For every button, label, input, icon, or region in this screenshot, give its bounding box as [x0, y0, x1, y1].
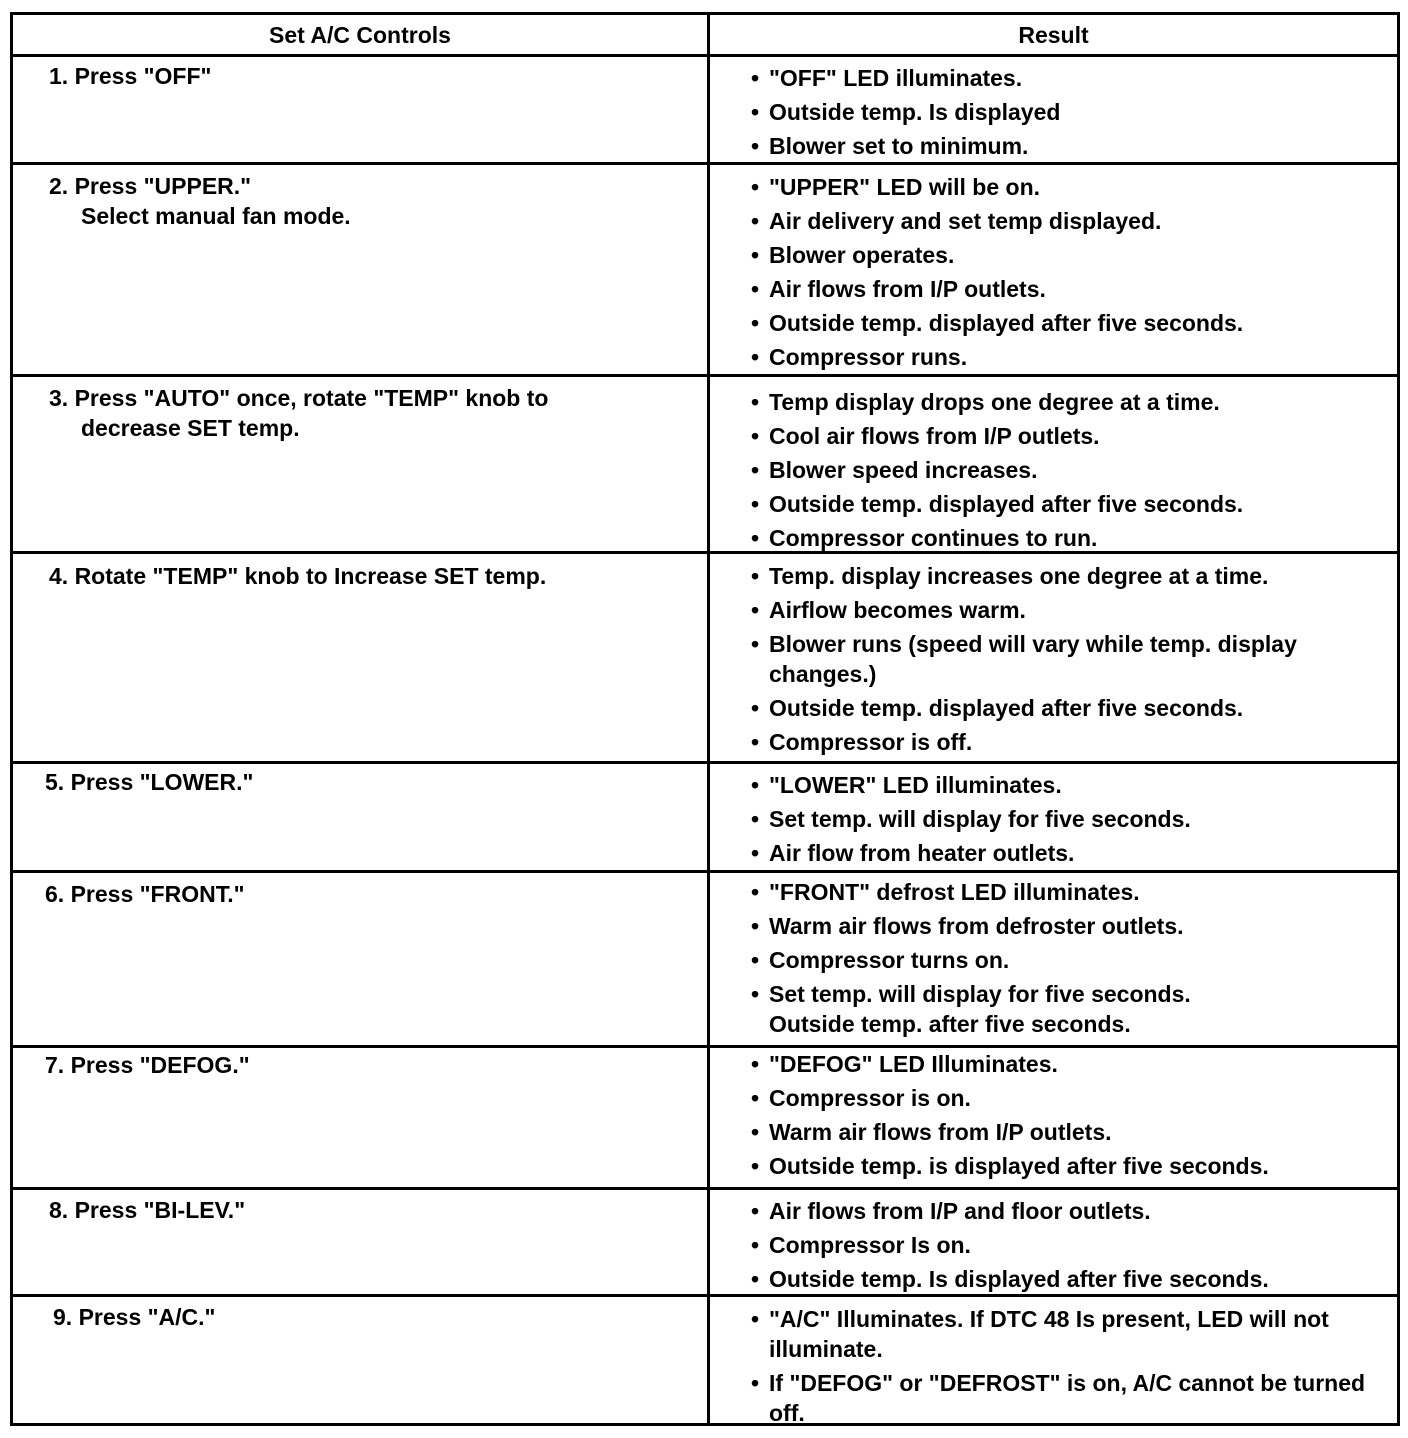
- result-item: • Air flow from heater outlets.: [749, 838, 1399, 868]
- results-1: [749, 63, 1399, 165]
- row-divider: [13, 1187, 1397, 1190]
- results-7: [749, 1049, 1399, 1185]
- result-item: • Blower runs (speed will vary while temp. display changes.): [749, 629, 1399, 689]
- result-item: • Set temp. will display for five seconds.: [749, 804, 1399, 834]
- step-7: [45, 1050, 250, 1080]
- step-text: 7. Press "DEFOG.": [45, 1052, 250, 1078]
- result-item: • "LOWER" LED illuminates.: [749, 770, 1399, 800]
- step-8: [49, 1195, 245, 1225]
- row-divider: [13, 761, 1397, 764]
- step-2: [49, 171, 351, 231]
- step-text: 8. Press "BI-LEV.": [49, 1197, 246, 1223]
- result-item: • Blower set to minimum.: [749, 131, 1399, 161]
- results-2: [749, 172, 1399, 376]
- result-item: • Outside temp. displayed after five seconds.: [749, 693, 1399, 723]
- result-item: • Temp. display increases one degree at a time.: [749, 561, 1399, 591]
- step-4: [49, 561, 546, 591]
- result-item: • Airflow becomes warm.: [749, 595, 1399, 625]
- result-item: • Compressor is on.: [749, 1083, 1399, 1113]
- step-text: 9. Press "A/C.": [53, 1304, 216, 1330]
- result-item: • "FRONT" defrost LED illuminates.: [749, 877, 1399, 907]
- result-item: • Temp display drops one degree at a time.: [749, 387, 1399, 417]
- result-item: • Outside temp. Is displayed after five seconds.: [749, 1264, 1399, 1294]
- results-5: [749, 770, 1399, 872]
- result-item: • Outside temp. displayed after five seconds.: [749, 489, 1399, 519]
- column-divider: [707, 15, 710, 1423]
- result-item: • Air flows from I/P outlets.: [749, 274, 1399, 304]
- step-3: [49, 383, 548, 443]
- step-text: 4. Rotate "TEMP" knob to Increase SET temp.: [49, 563, 547, 589]
- table-header: [13, 15, 1397, 57]
- result-item: • Air flows from I/P and floor outlets.: [749, 1196, 1399, 1226]
- result-item: • "DEFOG" LED Illuminates.: [749, 1049, 1399, 1079]
- results-8: [749, 1196, 1399, 1298]
- result-item: • Air delivery and set temp displayed.: [749, 206, 1399, 236]
- ac-controls-table: [10, 12, 1400, 1426]
- results-4: [749, 561, 1399, 761]
- step-text: 1. Press "OFF": [49, 63, 212, 89]
- result-item: • Blower speed increases.: [749, 455, 1399, 485]
- result-item: • Compressor turns on.: [749, 945, 1399, 975]
- result-item: • "OFF" LED illuminates.: [749, 63, 1399, 93]
- step-text: 3. Press "AUTO" once, rotate "TEMP" knob to: [49, 385, 549, 411]
- result-item: • Outside temp. is displayed after five seconds.: [749, 1151, 1399, 1181]
- result-item: • Outside temp. displayed after five seconds.: [749, 308, 1399, 338]
- header-set-ac-controls: Set A/C Controls: [269, 22, 451, 48]
- header-result: Result: [1018, 22, 1089, 48]
- step-1: [49, 61, 211, 91]
- results-9: [749, 1304, 1369, 1432]
- result-item: • "UPPER" LED will be on.: [749, 172, 1399, 202]
- step-text-continued: decrease SET temp.: [81, 415, 300, 441]
- step-text: 6. Press "FRONT.": [45, 881, 245, 907]
- result-item: • Warm air flows from I/P outlets.: [749, 1117, 1399, 1147]
- result-item: • Warm air flows from defroster outlets.: [749, 911, 1399, 941]
- result-item: • If "DEFOG" or "DEFROST" is on, A/C cannot be turned off.: [749, 1368, 1369, 1428]
- step-text-continued: Select manual fan mode.: [81, 203, 351, 229]
- result-item: • Set temp. will display for five seconds. Outside temp. after five seconds.: [749, 979, 1279, 1039]
- result-item: • "A/C" Illuminates. If DTC 48 Is present, LED will not illuminate.: [749, 1304, 1369, 1364]
- row-divider: [13, 1045, 1397, 1048]
- result-item: • Blower operates.: [749, 240, 1399, 270]
- result-item: • Compressor continues to run.: [749, 523, 1399, 553]
- step-text: 5. Press "LOWER.": [45, 769, 254, 795]
- result-item: • Outside temp. Is displayed: [749, 97, 1399, 127]
- result-item: • Compressor Is on.: [749, 1230, 1399, 1260]
- result-item: • Compressor runs.: [749, 342, 1399, 372]
- step-6: [45, 879, 245, 909]
- results-3: [749, 387, 1399, 557]
- result-item: • Compressor is off.: [749, 727, 1399, 757]
- results-6: [749, 877, 1399, 1043]
- step-5: [45, 767, 253, 797]
- result-item: • Cool air flows from I/P outlets.: [749, 421, 1399, 451]
- step-text: 2. Press "UPPER.": [49, 173, 252, 199]
- step-9: [53, 1302, 215, 1332]
